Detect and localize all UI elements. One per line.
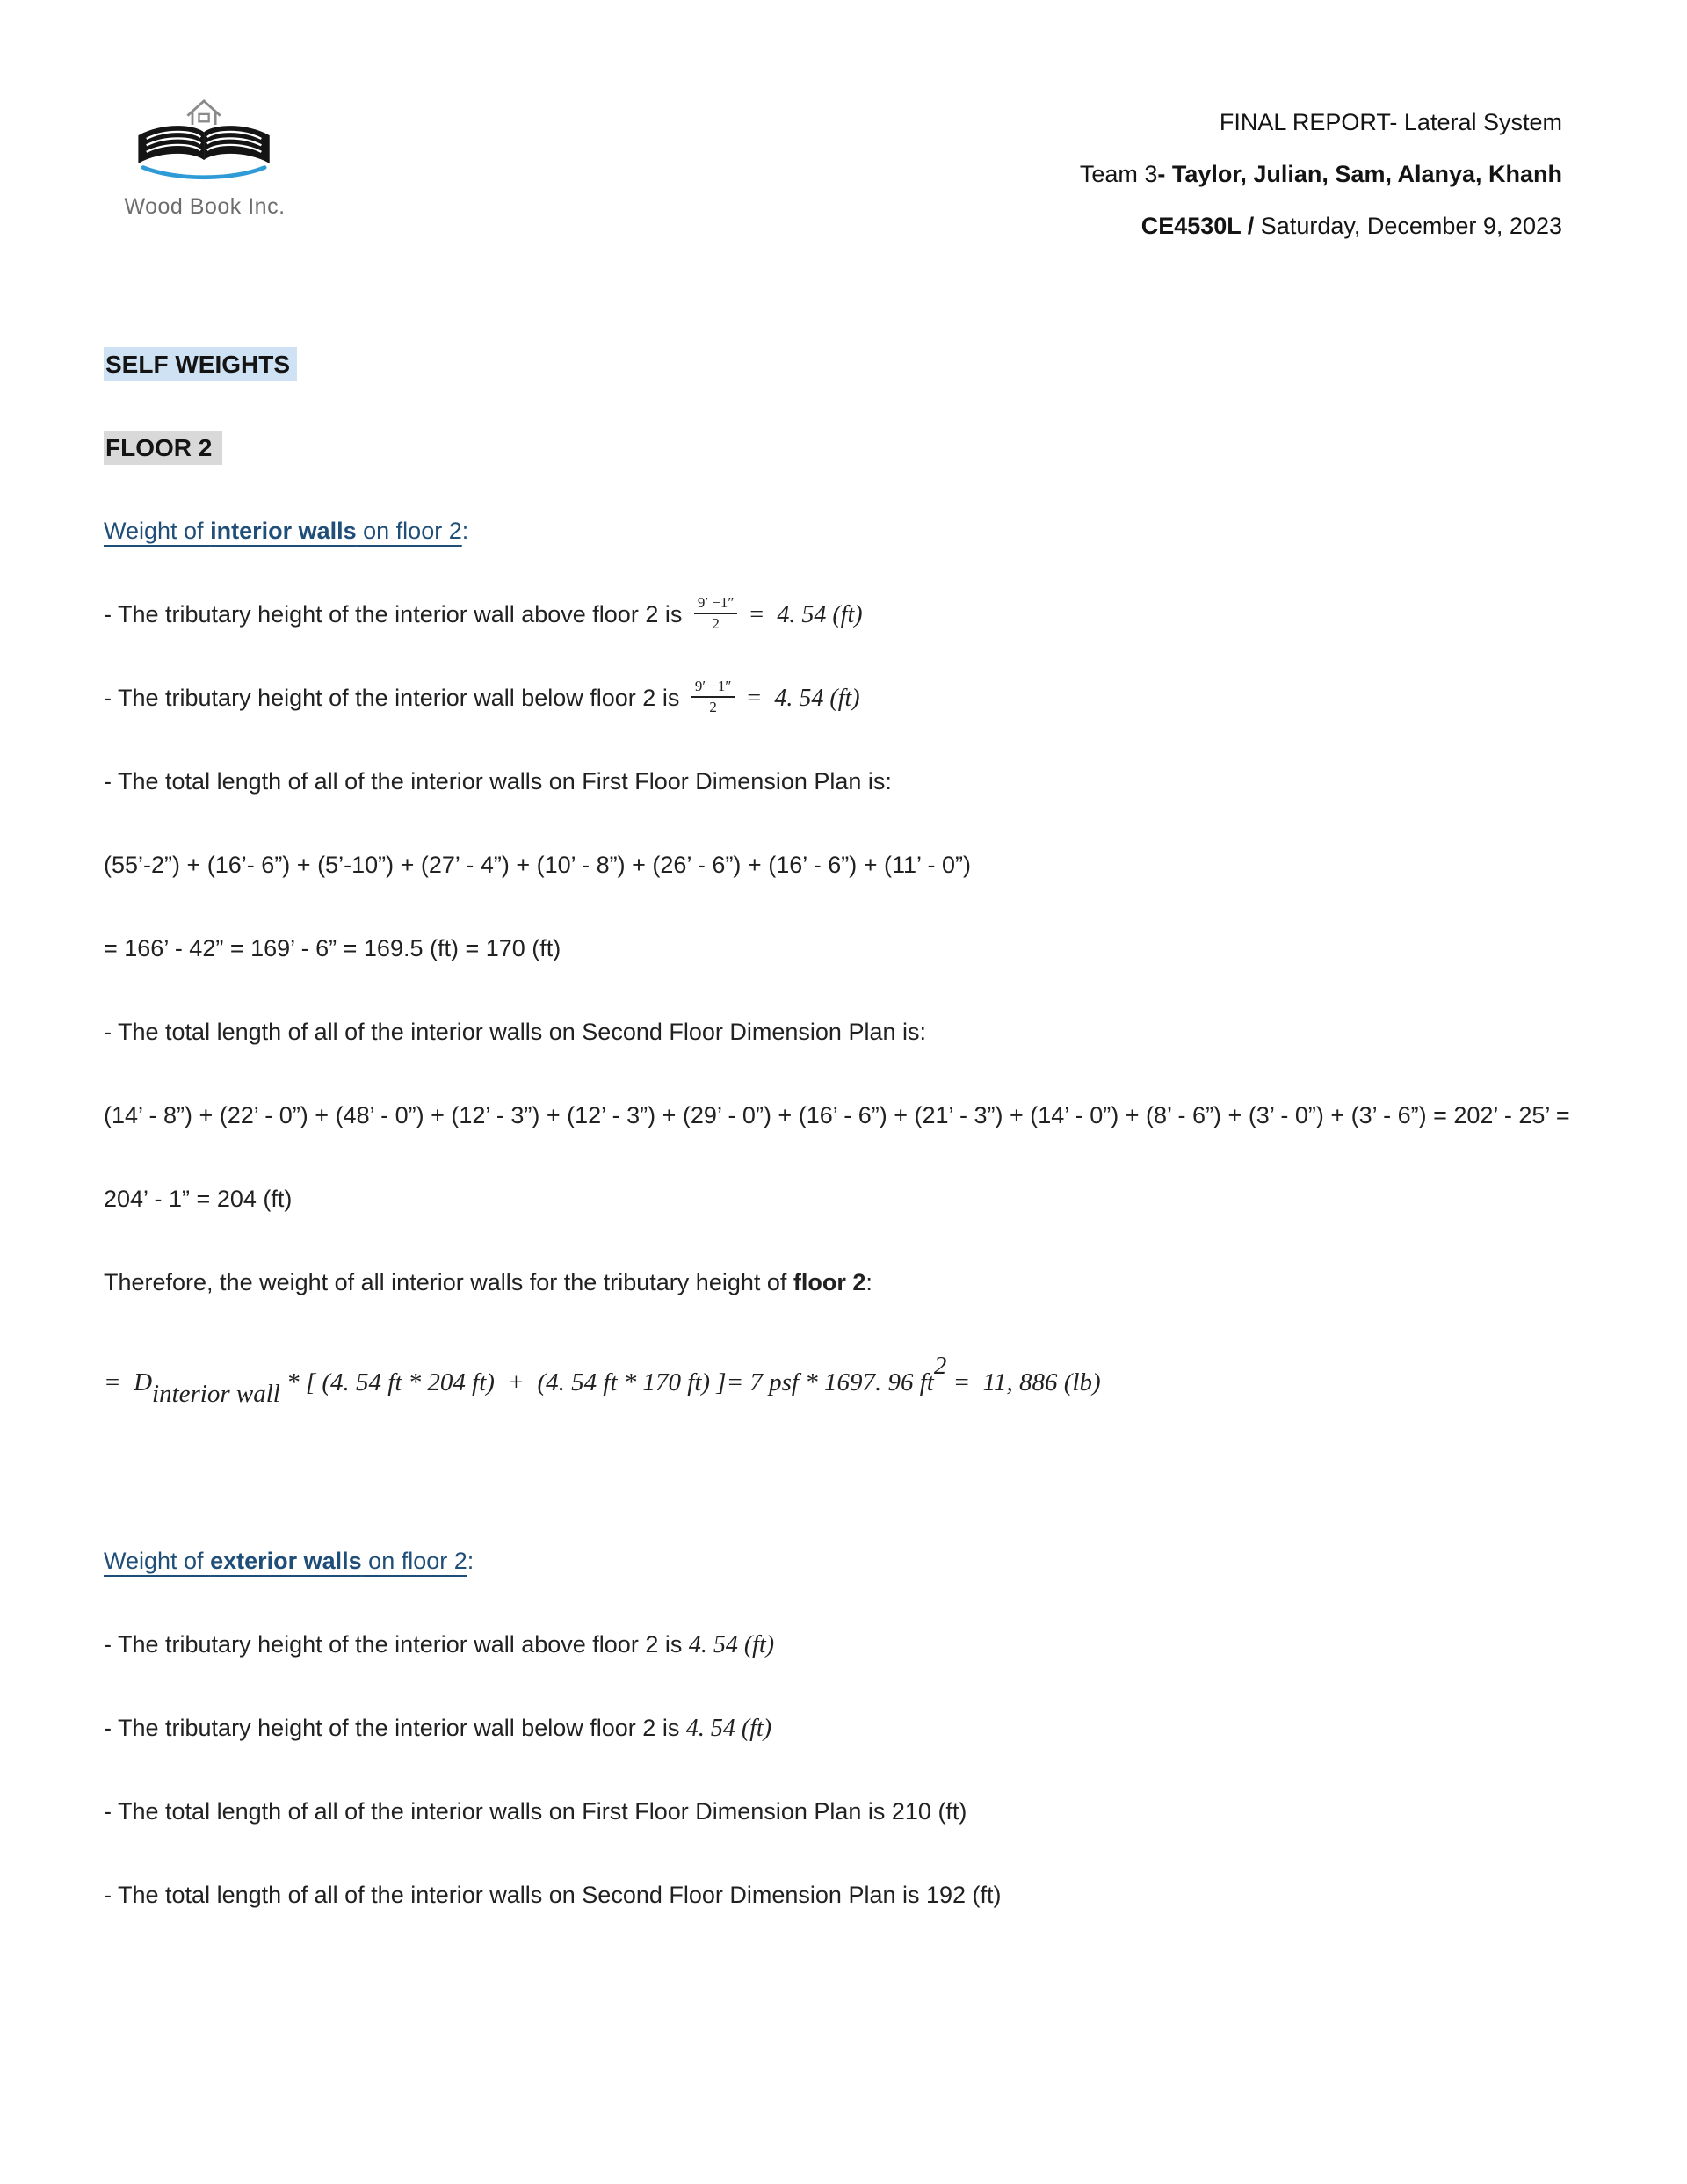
report-title (1080, 97, 1562, 149)
team-names: - Taylor, Julian, Sam, Alanya, Khanh (1157, 161, 1562, 187)
equation-superscript: 2 (933, 1352, 947, 1380)
interior-weight-equation (104, 1324, 1573, 1436)
exterior-heading-colon: : (467, 1547, 474, 1574)
exterior-heading-bold: exterior walls (210, 1547, 362, 1574)
exterior-tributary-above-text: - The tributary height of the interior wall above floor 2 is (104, 1630, 689, 1658)
interior-tributary-below-line (104, 657, 1573, 740)
floor2-heading (104, 406, 1573, 490)
therefore-colon: : (865, 1269, 872, 1295)
team-prefix: Team 3 (1079, 161, 1158, 187)
interior-tributary-below-result: = 4. 54 (ft) (745, 685, 860, 712)
header-meta (1080, 88, 1562, 252)
wood-book-logo-icon (112, 88, 297, 186)
equation-subscript: interior wall (152, 1379, 280, 1408)
self-weights-label: SELF WEIGHTS (104, 347, 297, 381)
exterior-tributary-below-text: - The tributary height of the interior wall below floor 2 is (104, 1714, 686, 1741)
page-header (0, 0, 1687, 252)
fraction-numerator: 9′ −1″ (694, 594, 738, 614)
fraction-above (694, 594, 738, 632)
interior-tributary-above-result: = 4. 54 (ft) (748, 601, 863, 628)
exterior-heading-pre: Weight of (104, 1547, 211, 1574)
fraction-below (691, 678, 735, 715)
interior-second-floor-sum: (14’ - 8”) + (22’ - 0”) + (48’ - 0”) + (12’ - 3”) + (12’ - 3”) + (29’ - 0”) + (16’ - 6”) + (21’ - 3”) + (14’ - 0”) + (8’ - 6”) + (3’ - 0”) + (3’ - 6”) = 202’ - 25’ = 204’ - 1” = 204 (ft) (104, 1102, 1570, 1212)
therefore-floor2-bold: floor 2 (793, 1269, 866, 1295)
exterior-tributary-above-value: 4. 54 (ft) (688, 1630, 775, 1658)
exterior-tributary-below-value: 4. 54 (ft) (685, 1714, 772, 1742)
course-code: CE4530L / (1140, 213, 1261, 239)
exterior-tributary-below-line (104, 1687, 1573, 1770)
report-date: Saturday, December 9, 2023 (1260, 213, 1562, 239)
company-logo (104, 88, 306, 220)
interior-walls-heading (104, 490, 1573, 573)
interior-heading-colon: : (461, 518, 469, 544)
interior-therefore-line (104, 1241, 1573, 1324)
exterior-heading-post: on floor 2 (361, 1547, 467, 1574)
report-title-text: FINAL REPORT- Lateral System (1219, 109, 1562, 135)
interior-first-floor-label: - The total length of all of the interior walls on First Floor Dimension Plan is: (104, 768, 892, 795)
exterior-first-floor-line: - The total length of all of the interior walls on First Floor Dimension Plan is 210 (ft) (104, 1797, 967, 1825)
interior-heading-bold: interior walls (210, 518, 357, 544)
exterior-walls-heading (104, 1520, 1573, 1603)
interior-tributary-above-line (104, 573, 1573, 657)
floor2-label: FLOOR 2 (104, 431, 222, 465)
team-line (1080, 149, 1562, 200)
therefore-text: Therefore, the weight of all interior walls for the tributary height of (104, 1269, 793, 1295)
logo-text: Wood Book Inc. (124, 194, 286, 219)
equation-result: = 11, 886 (lb) (946, 1368, 1101, 1397)
exterior-second-floor-line: - The total length of all of the interior walls on Second Floor Dimension Plan is 192 (ft) (104, 1881, 1002, 1908)
fraction-denominator: 2 (709, 698, 717, 715)
document-body (0, 252, 1687, 1937)
interior-second-floor-label: - The total length of all of the interior walls on Second Floor Dimension Plan is: (104, 1019, 926, 1045)
interior-tributary-above-text: - The tributary height of the interior wall above floor 2 is (104, 601, 689, 628)
interior-tributary-below-text: - The tributary height of the interior wall below floor 2 is (104, 685, 686, 711)
interior-first-floor-result: = 166’ - 42” = 169’ - 6” = 169.5 (ft) = 170 (ft) (104, 935, 561, 961)
exterior-tributary-above-line (104, 1603, 1573, 1687)
self-weights-heading (104, 323, 1573, 406)
interior-heading-post: on floor 2 (356, 518, 462, 544)
course-date-line (1080, 200, 1562, 252)
equation-start: = D (104, 1368, 153, 1397)
interior-first-floor-sum: (55’-2”) + (16’- 6”) + (5’-10”) + (27’ - 4”) + (10’ - 8”) + (26’ - 6”) + (16’ - 6”) + (11’ - 0”) (104, 852, 971, 878)
fraction-numerator: 9′ −1″ (691, 678, 735, 698)
equation-middle: * [ (4. 54 ft * 204 ft) + (4. 54 ft * 170 ft) ]= 7 psf * 1697. 96 ft (279, 1368, 934, 1397)
interior-heading-pre: Weight of (104, 518, 211, 544)
fraction-denominator: 2 (712, 614, 720, 632)
